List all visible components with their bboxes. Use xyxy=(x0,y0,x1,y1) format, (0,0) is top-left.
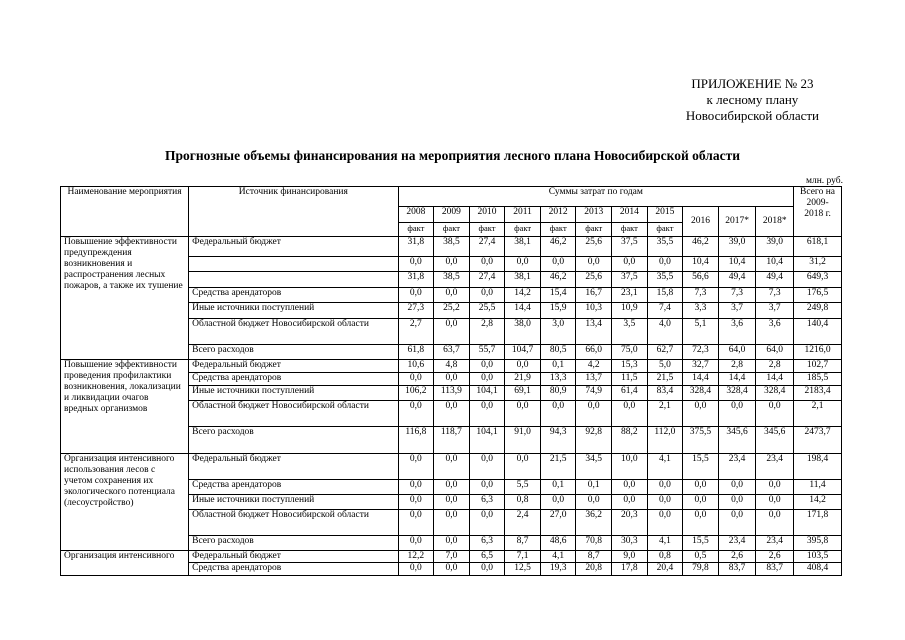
header-year: 2010 xyxy=(469,207,505,223)
value-cell: 10,4 xyxy=(756,257,794,272)
value-cell: 0,0 xyxy=(540,257,576,272)
header-year: 2012 xyxy=(540,207,576,223)
value-cell: 0,1 xyxy=(540,480,576,495)
value-cell: 345,6 xyxy=(756,427,794,454)
total-cell: 649,3 xyxy=(794,272,842,288)
total-cell: 176,5 xyxy=(794,288,842,303)
value-cell: 0,0 xyxy=(434,319,470,345)
value-cell: 27,3 xyxy=(398,303,434,319)
value-cell: 61,8 xyxy=(398,345,434,360)
value-cell: 0,0 xyxy=(469,480,505,495)
value-cell: 5,0 xyxy=(647,360,683,373)
units-label: млн. руб. xyxy=(805,176,843,186)
value-cell: 72,3 xyxy=(683,345,719,360)
funding-source: Средства арендаторов xyxy=(189,288,398,303)
value-cell: 0,0 xyxy=(505,257,541,272)
value-cell: 0,0 xyxy=(398,401,434,427)
value-cell: 38,1 xyxy=(505,272,541,288)
value-cell: 14,4 xyxy=(718,373,756,386)
value-cell: 0,1 xyxy=(576,480,612,495)
value-cell: 83,7 xyxy=(718,563,756,576)
value-cell: 0,0 xyxy=(647,480,683,495)
value-cell: 23,4 xyxy=(718,536,756,551)
value-cell: 23,1 xyxy=(612,288,648,303)
value-cell: 113,9 xyxy=(434,386,470,401)
value-cell: 0,0 xyxy=(434,257,470,272)
value-cell: 0,0 xyxy=(540,495,576,510)
value-cell: 34,5 xyxy=(576,454,612,480)
value-cell: 46,2 xyxy=(540,272,576,288)
total-cell: 140,4 xyxy=(794,319,842,345)
value-cell: 0,8 xyxy=(647,551,683,563)
value-cell: 62,7 xyxy=(647,345,683,360)
value-cell: 2,8 xyxy=(756,360,794,373)
value-cell: 2,1 xyxy=(647,401,683,427)
value-cell: 0,0 xyxy=(434,288,470,303)
value-cell: 0,8 xyxy=(505,495,541,510)
value-cell: 30,3 xyxy=(612,536,648,551)
value-cell: 8,7 xyxy=(576,551,612,563)
value-cell: 5,5 xyxy=(505,480,541,495)
total-cell: 2183,4 xyxy=(794,386,842,401)
value-cell: 83,7 xyxy=(756,563,794,576)
value-cell: 0,1 xyxy=(540,360,576,373)
value-cell: 0,0 xyxy=(540,401,576,427)
value-cell: 2,8 xyxy=(718,360,756,373)
value-cell: 112,0 xyxy=(647,427,683,454)
value-cell: 328,4 xyxy=(756,386,794,401)
value-cell: 118,7 xyxy=(434,427,470,454)
total-cell: 14,2 xyxy=(794,495,842,510)
header-fact-label: факт xyxy=(576,223,612,237)
header-year: 2013 xyxy=(576,207,612,223)
total-cell: 102,7 xyxy=(794,360,842,373)
total-cell: 249,8 xyxy=(794,303,842,319)
funding-source: Всего расходов xyxy=(189,427,398,454)
value-cell: 0,0 xyxy=(612,495,648,510)
value-cell: 0,0 xyxy=(647,510,683,536)
value-cell: 15,3 xyxy=(612,360,648,373)
value-cell: 56,6 xyxy=(683,272,719,288)
value-cell: 31,8 xyxy=(398,237,434,257)
value-cell: 0,0 xyxy=(469,454,505,480)
value-cell: 0,0 xyxy=(505,401,541,427)
value-cell: 328,4 xyxy=(683,386,719,401)
value-cell: 21,9 xyxy=(505,373,541,386)
value-cell: 55,7 xyxy=(469,345,505,360)
value-cell: 0,0 xyxy=(434,454,470,480)
value-cell: 21,5 xyxy=(647,373,683,386)
funding-source: Средства арендаторов xyxy=(189,563,398,576)
value-cell: 27,0 xyxy=(540,510,576,536)
funding-source: Областной бюджет Новосибирской области xyxy=(189,510,398,536)
value-cell: 83,4 xyxy=(647,386,683,401)
value-cell: 0,0 xyxy=(683,401,719,427)
value-cell: 19,3 xyxy=(540,563,576,576)
value-cell: 25,5 xyxy=(469,303,505,319)
value-cell: 0,0 xyxy=(576,495,612,510)
value-cell: 88,2 xyxy=(612,427,648,454)
value-cell: 0,0 xyxy=(576,401,612,427)
value-cell: 10,4 xyxy=(683,257,719,272)
header-year: 2009 xyxy=(434,207,470,223)
value-cell: 12,5 xyxy=(505,563,541,576)
header-total: Всего на 2009-2018 г. xyxy=(794,187,842,237)
header-source: Источник финансирования xyxy=(189,187,398,237)
value-cell: 0,0 xyxy=(469,373,505,386)
value-cell: 64,0 xyxy=(756,345,794,360)
value-cell: 35,5 xyxy=(647,237,683,257)
value-cell: 23,4 xyxy=(756,454,794,480)
appendix-header xyxy=(686,76,819,124)
value-cell: 3,6 xyxy=(756,319,794,345)
value-cell: 21,5 xyxy=(540,454,576,480)
table-row xyxy=(61,454,842,480)
document-title: Прогнозные объемы финансирования на мероприятия лесного плана Новосибирской области xyxy=(164,148,741,163)
value-cell: 25,6 xyxy=(576,237,612,257)
value-cell: 0,5 xyxy=(683,551,719,563)
value-cell: 11,5 xyxy=(612,373,648,386)
value-cell: 14,4 xyxy=(756,373,794,386)
header-year: 2015 xyxy=(647,207,683,223)
total-cell: 1216,0 xyxy=(794,345,842,360)
header-fact-label: факт xyxy=(612,223,648,237)
value-cell: 38,1 xyxy=(505,237,541,257)
value-cell: 9,0 xyxy=(612,551,648,563)
value-cell: 37,5 xyxy=(612,272,648,288)
value-cell: 20,4 xyxy=(647,563,683,576)
activity-name: Повышение эффективности предупреждения возникновения и распространения лесных пожаров, а также их тушение xyxy=(61,237,189,360)
value-cell: 0,0 xyxy=(398,454,434,480)
funding-source: Федеральный бюджет xyxy=(189,454,398,480)
value-cell: 104,7 xyxy=(505,345,541,360)
total-cell: 198,4 xyxy=(794,454,842,480)
value-cell: 0,0 xyxy=(434,373,470,386)
funding-source: Областной бюджет Новосибирской области xyxy=(189,319,398,345)
value-cell: 5,1 xyxy=(683,319,719,345)
value-cell: 7,3 xyxy=(683,288,719,303)
value-cell: 10,6 xyxy=(398,360,434,373)
value-cell: 0,0 xyxy=(683,510,719,536)
value-cell: 31,8 xyxy=(398,272,434,288)
value-cell: 38,0 xyxy=(505,319,541,345)
total-cell: 2,1 xyxy=(794,401,842,427)
value-cell: 20,8 xyxy=(576,563,612,576)
total-cell: 618,1 xyxy=(794,237,842,257)
value-cell: 0,0 xyxy=(434,401,470,427)
value-cell: 63,7 xyxy=(434,345,470,360)
value-cell: 0,0 xyxy=(612,257,648,272)
value-cell: 0,0 xyxy=(469,510,505,536)
value-cell: 7,4 xyxy=(647,303,683,319)
value-cell: 0,0 xyxy=(756,401,794,427)
value-cell: 48,6 xyxy=(540,536,576,551)
value-cell: 0,0 xyxy=(718,495,756,510)
value-cell: 38,5 xyxy=(434,237,470,257)
value-cell: 4,1 xyxy=(540,551,576,563)
value-cell: 23,4 xyxy=(756,536,794,551)
funding-source: Всего расходов xyxy=(189,536,398,551)
value-cell: 0,0 xyxy=(398,373,434,386)
funding-source: Иные источники поступлений xyxy=(189,495,398,510)
appendix-reference: к лесному плану xyxy=(706,92,799,107)
header-year: 2017* xyxy=(718,207,756,237)
value-cell: 2,7 xyxy=(398,319,434,345)
value-cell: 0,0 xyxy=(683,480,719,495)
value-cell: 0,0 xyxy=(469,360,505,373)
value-cell: 7,3 xyxy=(756,288,794,303)
value-cell: 17,8 xyxy=(612,563,648,576)
funding-source: Иные источники поступлений xyxy=(189,303,398,319)
value-cell: 14,4 xyxy=(683,373,719,386)
value-cell: 375,5 xyxy=(683,427,719,454)
value-cell: 94,3 xyxy=(540,427,576,454)
funding-source: Федеральный бюджет xyxy=(189,551,398,563)
value-cell: 0,0 xyxy=(612,401,648,427)
value-cell: 91,0 xyxy=(505,427,541,454)
value-cell: 7,0 xyxy=(434,551,470,563)
value-cell: 0,0 xyxy=(718,510,756,536)
total-cell: 185,5 xyxy=(794,373,842,386)
value-cell: 13,4 xyxy=(576,319,612,345)
funding-source: Средства арендаторов xyxy=(189,480,398,495)
value-cell: 104,1 xyxy=(469,427,505,454)
header-fact-label: факт xyxy=(647,223,683,237)
value-cell: 0,0 xyxy=(612,480,648,495)
value-cell: 75,0 xyxy=(612,345,648,360)
value-cell: 6,3 xyxy=(469,536,505,551)
value-cell: 92,8 xyxy=(576,427,612,454)
value-cell: 14,4 xyxy=(505,303,541,319)
value-cell: 38,5 xyxy=(434,272,470,288)
value-cell: 49,4 xyxy=(718,272,756,288)
value-cell: 0,0 xyxy=(469,563,505,576)
value-cell: 46,2 xyxy=(683,237,719,257)
value-cell: 3,3 xyxy=(683,303,719,319)
value-cell: 4,1 xyxy=(647,536,683,551)
financing-table xyxy=(60,186,842,576)
funding-source: Иные источники поступлений xyxy=(189,386,398,401)
value-cell: 0,0 xyxy=(398,257,434,272)
value-cell: 13,3 xyxy=(540,373,576,386)
value-cell: 2,4 xyxy=(505,510,541,536)
value-cell: 80,5 xyxy=(540,345,576,360)
value-cell: 37,5 xyxy=(612,237,648,257)
total-cell: 11,4 xyxy=(794,480,842,495)
value-cell: 4,2 xyxy=(576,360,612,373)
value-cell: 70,8 xyxy=(576,536,612,551)
value-cell: 14,2 xyxy=(505,288,541,303)
activity-name: Повышение эффективности проведения профилактики возникновения, локализации и ликвидации очагов вредных организмов xyxy=(61,360,189,454)
value-cell: 0,0 xyxy=(398,480,434,495)
value-cell: 328,4 xyxy=(718,386,756,401)
funding-source: Федеральный бюджет xyxy=(189,360,398,373)
value-cell: 4,1 xyxy=(647,454,683,480)
value-cell: 36,2 xyxy=(576,510,612,536)
header-activity: Наименование мероприятия xyxy=(61,187,189,237)
activity-name: Организация интенсивного использования лесов с учетом сохранения их экологического потенциала (лесоустройство) xyxy=(61,454,189,551)
value-cell: 25,2 xyxy=(434,303,470,319)
funding-source xyxy=(189,272,398,288)
value-cell: 20,3 xyxy=(612,510,648,536)
value-cell: 2,6 xyxy=(718,551,756,563)
header-fact-label: факт xyxy=(398,223,434,237)
value-cell: 0,0 xyxy=(398,288,434,303)
value-cell: 49,4 xyxy=(756,272,794,288)
header-fact-label: факт xyxy=(469,223,505,237)
value-cell: 0,0 xyxy=(398,536,434,551)
funding-source: Областной бюджет Новосибирской области xyxy=(189,401,398,427)
value-cell: 0,0 xyxy=(505,454,541,480)
value-cell: 345,6 xyxy=(718,427,756,454)
value-cell: 15,5 xyxy=(683,454,719,480)
header-fact-label: факт xyxy=(434,223,470,237)
appendix-number: ПРИЛОЖЕНИЕ № 23 xyxy=(691,76,814,91)
value-cell: 0,0 xyxy=(756,480,794,495)
funding-source: Федеральный бюджет xyxy=(189,237,398,257)
value-cell: 6,5 xyxy=(469,551,505,563)
value-cell: 3,0 xyxy=(540,319,576,345)
value-cell: 66,0 xyxy=(576,345,612,360)
value-cell: 27,4 xyxy=(469,272,505,288)
value-cell: 0,0 xyxy=(647,257,683,272)
header-year: 2018* xyxy=(756,207,794,237)
value-cell: 10,9 xyxy=(612,303,648,319)
value-cell: 12,2 xyxy=(398,551,434,563)
value-cell: 0,0 xyxy=(434,563,470,576)
value-cell: 0,0 xyxy=(434,510,470,536)
funding-source xyxy=(189,257,398,272)
total-cell: 31,2 xyxy=(794,257,842,272)
value-cell: 27,4 xyxy=(469,237,505,257)
value-cell: 25,6 xyxy=(576,272,612,288)
value-cell: 39,0 xyxy=(756,237,794,257)
value-cell: 61,4 xyxy=(612,386,648,401)
value-cell: 0,0 xyxy=(434,536,470,551)
total-cell: 171,8 xyxy=(794,510,842,536)
value-cell: 0,0 xyxy=(718,401,756,427)
value-cell: 10,4 xyxy=(718,257,756,272)
total-cell: 2473,7 xyxy=(794,427,842,454)
total-cell: 395,8 xyxy=(794,536,842,551)
table-row xyxy=(61,551,842,563)
value-cell: 15,4 xyxy=(540,288,576,303)
funding-source: Средства арендаторов xyxy=(189,373,398,386)
value-cell: 13,7 xyxy=(576,373,612,386)
value-cell: 39,0 xyxy=(718,237,756,257)
total-cell: 103,5 xyxy=(794,551,842,563)
value-cell: 0,0 xyxy=(434,480,470,495)
value-cell: 15,9 xyxy=(540,303,576,319)
value-cell: 15,5 xyxy=(683,536,719,551)
value-cell: 0,0 xyxy=(469,401,505,427)
value-cell: 2,8 xyxy=(469,319,505,345)
value-cell: 74,9 xyxy=(576,386,612,401)
appendix-region: Новосибирской области xyxy=(685,108,819,123)
value-cell: 0,0 xyxy=(756,510,794,536)
header-year: 2014 xyxy=(612,207,648,223)
value-cell: 0,0 xyxy=(469,288,505,303)
value-cell: 6,3 xyxy=(469,495,505,510)
value-cell: 10,0 xyxy=(612,454,648,480)
value-cell: 46,2 xyxy=(540,237,576,257)
value-cell: 106,2 xyxy=(398,386,434,401)
value-cell: 0,0 xyxy=(398,510,434,536)
value-cell: 3,6 xyxy=(718,319,756,345)
value-cell: 3,7 xyxy=(756,303,794,319)
value-cell: 0,0 xyxy=(576,257,612,272)
value-cell: 0,0 xyxy=(647,495,683,510)
value-cell: 23,4 xyxy=(718,454,756,480)
value-cell: 7,1 xyxy=(505,551,541,563)
value-cell: 69,1 xyxy=(505,386,541,401)
value-cell: 80,9 xyxy=(540,386,576,401)
value-cell: 7,3 xyxy=(718,288,756,303)
header-fact-label: факт xyxy=(505,223,541,237)
header-sums: Суммы затрат по годам xyxy=(398,187,794,207)
value-cell: 35,5 xyxy=(647,272,683,288)
header-year: 2011 xyxy=(505,207,541,223)
header-year: 2008 xyxy=(398,207,434,223)
value-cell: 2,6 xyxy=(756,551,794,563)
activity-name: Организация интенсивного xyxy=(61,551,189,576)
value-cell: 32,7 xyxy=(683,360,719,373)
value-cell: 0,0 xyxy=(683,495,719,510)
value-cell: 4,0 xyxy=(647,319,683,345)
value-cell: 4,8 xyxy=(434,360,470,373)
header-year: 2016 xyxy=(683,207,719,237)
header-fact-label: факт xyxy=(540,223,576,237)
value-cell: 8,7 xyxy=(505,536,541,551)
value-cell: 0,0 xyxy=(398,495,434,510)
value-cell: 116,8 xyxy=(398,427,434,454)
value-cell: 15,8 xyxy=(647,288,683,303)
value-cell: 0,0 xyxy=(398,563,434,576)
value-cell: 16,7 xyxy=(576,288,612,303)
value-cell: 104,1 xyxy=(469,386,505,401)
value-cell: 0,0 xyxy=(756,495,794,510)
value-cell: 3,7 xyxy=(718,303,756,319)
value-cell: 0,0 xyxy=(434,495,470,510)
total-cell: 408,4 xyxy=(794,563,842,576)
table-row xyxy=(61,237,842,257)
value-cell: 3,5 xyxy=(612,319,648,345)
value-cell: 0,0 xyxy=(469,257,505,272)
table-row xyxy=(61,360,842,373)
funding-source: Всего расходов xyxy=(189,345,398,360)
value-cell: 64,0 xyxy=(718,345,756,360)
value-cell: 10,3 xyxy=(576,303,612,319)
value-cell: 0,0 xyxy=(505,360,541,373)
value-cell: 0,0 xyxy=(718,480,756,495)
value-cell: 79,8 xyxy=(683,563,719,576)
